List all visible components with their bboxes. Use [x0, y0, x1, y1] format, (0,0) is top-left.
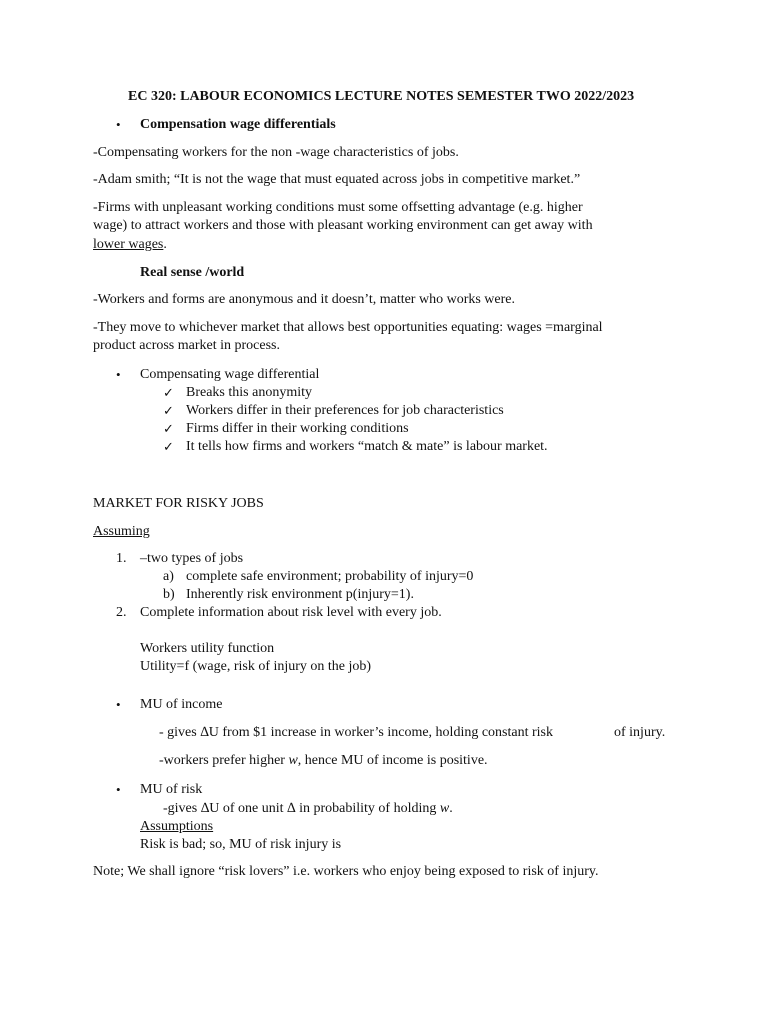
para-line: Risk is bad; so, MU of risk injury is — [140, 837, 342, 852]
utility-label: Workers utility function — [140, 641, 275, 656]
italic-variable: w — [439, 801, 450, 816]
section-heading-real-sense: Real sense /world — [140, 265, 245, 280]
underlined-text: lower wages — [93, 237, 164, 252]
checkmark-icon: ✓ — [163, 421, 174, 436]
subheading-assumptions: Assumptions — [140, 819, 214, 834]
para-line: - gives ∆U from $1 increase in worker’s income, holding constant risk — [159, 725, 553, 740]
list-item: Compensating wage differential — [140, 367, 320, 382]
text-run: . — [449, 801, 453, 816]
para-line: of injury. — [614, 725, 666, 740]
list-item: Complete information about risk level with every job. — [140, 605, 442, 620]
para-line: -Compensating workers for the non -wage characteristics of jobs. — [93, 145, 459, 160]
para-line: -They move to whichever market that allows best opportunities equating: wages =marginal — [93, 320, 603, 335]
para-line — [159, 752, 488, 770]
checkmark-icon: ✓ — [163, 439, 174, 454]
text-run: -workers prefer higher — [159, 753, 289, 768]
check-item: Workers differ in their preferences for job characteristics — [186, 403, 504, 418]
checkmark-icon: ✓ — [163, 403, 174, 418]
check-item: It tells how firms and workers “match & mate” is labour market. — [186, 439, 548, 454]
check-item: Breaks this anonymity — [186, 385, 312, 400]
list-item: MU of income — [140, 697, 223, 712]
para-line — [163, 800, 453, 818]
checkmark-icon: ✓ — [163, 385, 174, 400]
text-run: , hence MU of income is positive. — [297, 753, 488, 768]
list-number: 1. — [116, 551, 127, 566]
list-item: MU of risk — [140, 782, 203, 797]
page-title: EC 320: LABOUR ECONOMICS LECTURE NOTES SEMESTER TWO 2022/2023 — [128, 89, 635, 104]
note-line: Note; We shall ignore “risk lovers” i.e. workers who enjoy being exposed to risk of injury. — [93, 864, 599, 879]
subheading-assuming: Assuming — [93, 524, 150, 539]
list-number: 2. — [116, 605, 127, 620]
list-item: –two types of jobs — [140, 551, 244, 566]
sublist-label: a) — [163, 569, 174, 584]
para-line: -Workers and forms are anonymous and it doesn’t, matter who works were. — [93, 292, 516, 307]
section-heading-market: MARKET FOR RISKY JOBS — [93, 496, 264, 511]
para-line: wage) to attract workers and those with pleasant working environment can get away with — [93, 218, 593, 233]
sublist-label: b) — [163, 587, 175, 602]
utility-function: Utility=f (wage, risk of injury on the job) — [140, 659, 372, 674]
sublist-item: Inherently risk environment p(injury=1). — [186, 587, 414, 602]
italic-variable: w — [288, 753, 298, 768]
para-line: -Firms with unpleasant working conditions must some offsetting advantage (e.g. higher — [93, 200, 583, 215]
para-line — [93, 236, 167, 254]
para-line: -Adam smith; “It is not the wage that must equated across jobs in competitive market.” — [93, 172, 581, 187]
bullet-icon: • — [116, 697, 121, 712]
check-item: Firms differ in their working conditions — [186, 421, 409, 436]
para-line: product across market in process. — [93, 338, 280, 353]
punctuation: . — [163, 237, 167, 252]
bullet-icon: • — [116, 782, 121, 797]
bullet-icon: • — [116, 367, 121, 382]
text-run: -gives ∆U of one unit ∆ in probability of holding — [163, 801, 440, 816]
sublist-item: complete safe environment; probability of injury=0 — [186, 569, 474, 584]
bullet-icon: • — [116, 117, 121, 132]
section-heading-compensation: Compensation wage differentials — [140, 117, 336, 132]
